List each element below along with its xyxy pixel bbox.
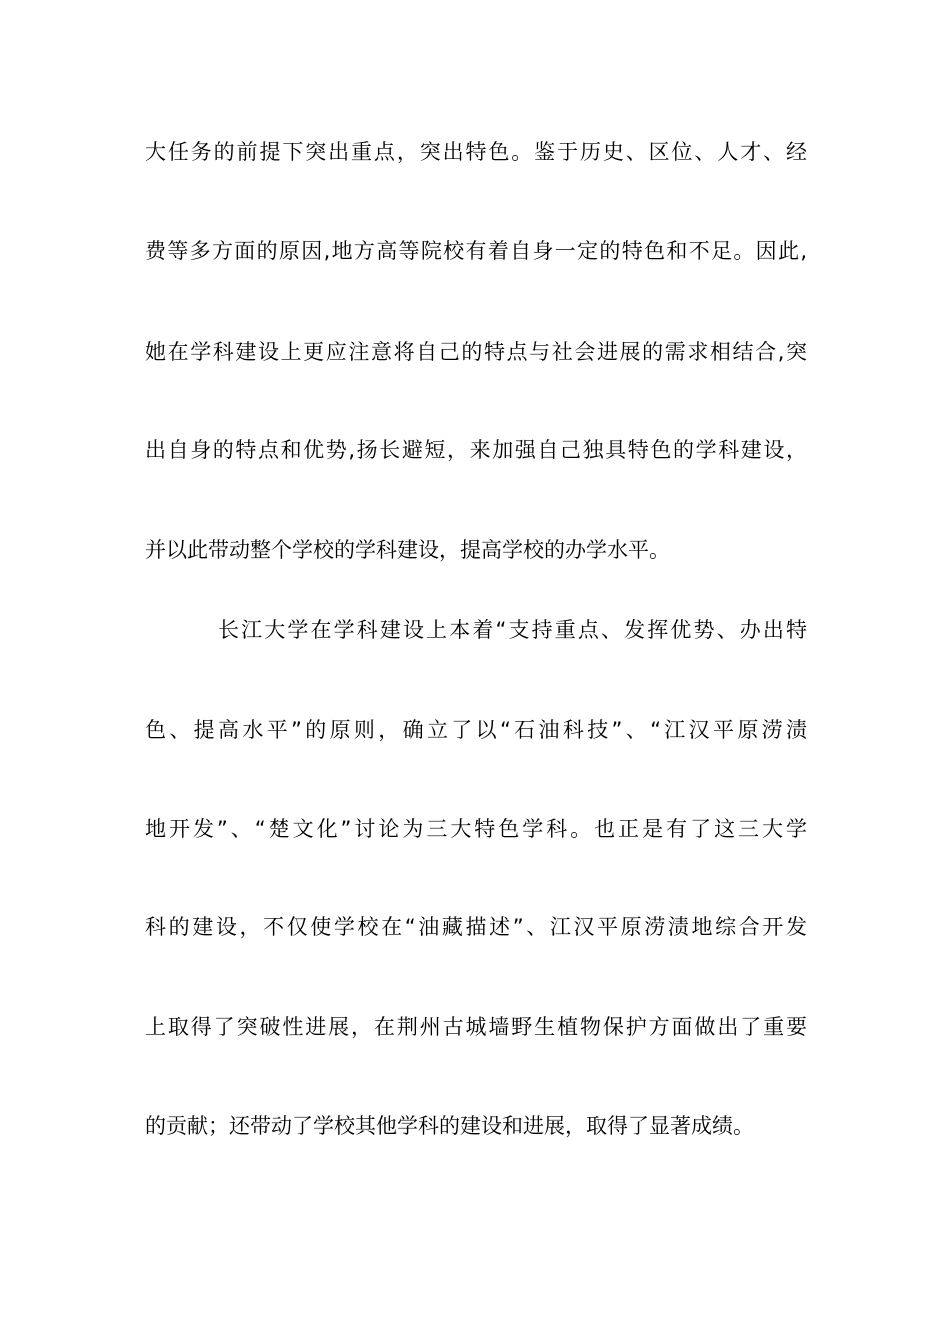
paragraph-1-line-3: 她在学科建设上更应注意将自己的特点与社会进展的需求相结合,突 bbox=[145, 340, 807, 364]
paragraph-1-line-5: 并以此带动整个学校的学科建设，提高学校的办学水平。 bbox=[145, 538, 670, 562]
paragraph-2-line-5: 上取得了突破性进展，在荆州古城墙野生植物保护方面做出了重要 bbox=[145, 1015, 807, 1039]
paragraph-1-line-2: 费等多方面的原因,地方高等院校有着自身一定的特色和不足。因此, bbox=[145, 239, 807, 263]
paragraph-2-line-4: 科的建设，不仅使学校在“油藏描述”、江汉平原涝渍地综合开发 bbox=[145, 915, 807, 939]
paragraph-2-line-6: 的贡献；还带动了学校其他学科的建设和进展，取得了显著成绩。 bbox=[145, 1114, 754, 1138]
paragraph-2-line-2: 色、提高水平”的原则，确立了以“石油科技”、“江汉平原涝渍 bbox=[145, 718, 807, 742]
paragraph-2-line-1: 长江大学在学科建设上本着“支持重点、发挥优势、办出特 bbox=[218, 618, 807, 642]
paragraph-1-line-4: 出自身的特点和优势,扬长避短，来加强自己独具特色的学科建设， bbox=[145, 438, 807, 462]
paragraph-1-line-1: 大任务的前提下突出重点，突出特色。鉴于历史、区位、人才、经 bbox=[145, 140, 807, 164]
paragraph-2-line-3: 地开发”、“楚文化”讨论为三大特色学科。也正是有了这三大学 bbox=[145, 817, 807, 841]
